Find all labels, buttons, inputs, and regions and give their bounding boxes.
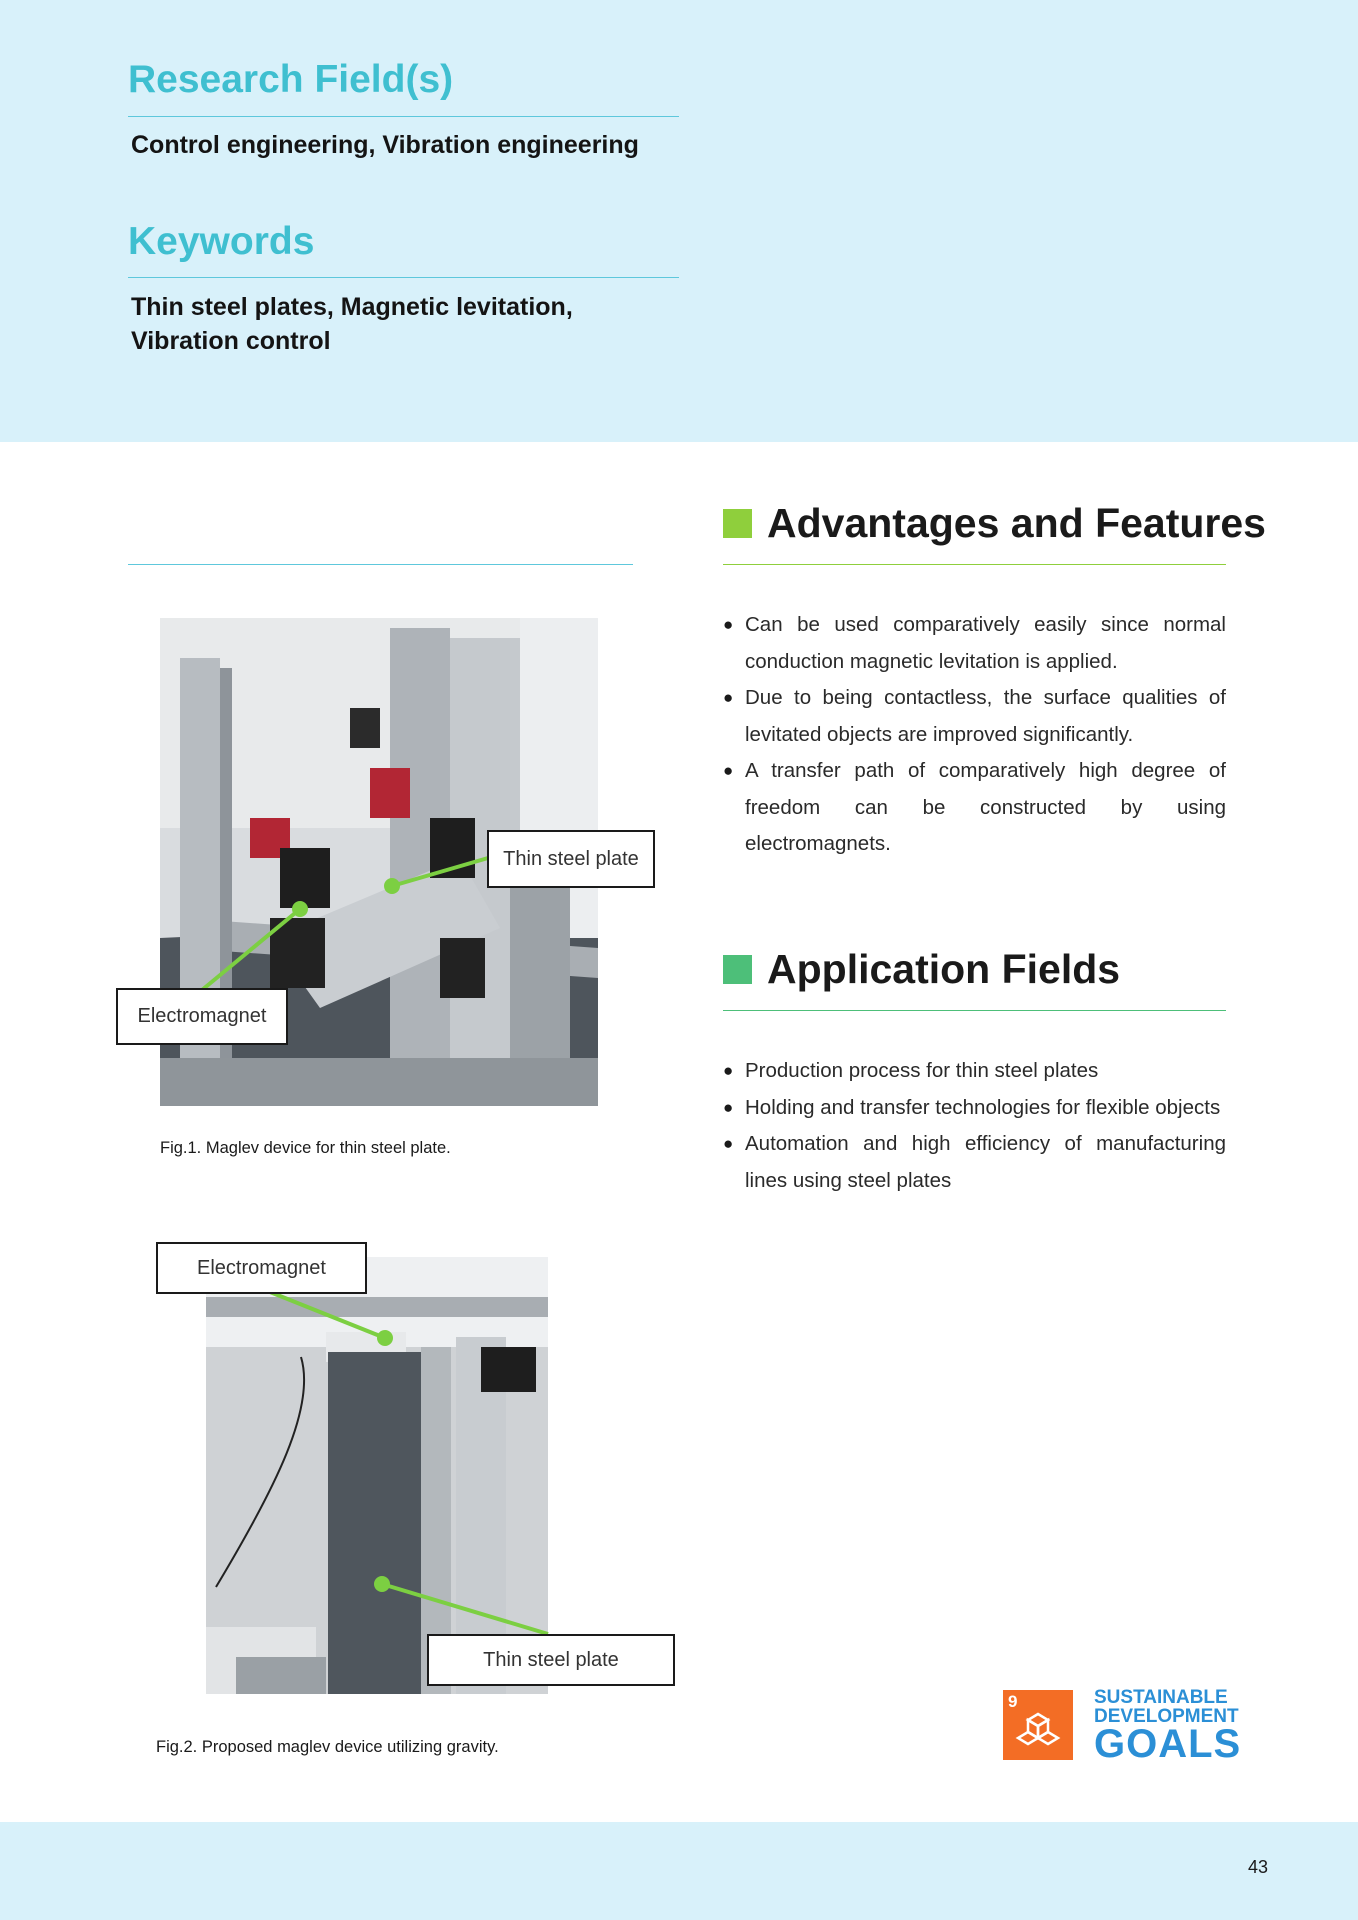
keywords-line-1: Thin steel plates, Magnetic levitation, — [131, 293, 573, 321]
advantages-rule — [723, 564, 1226, 565]
footer-band — [0, 1822, 1358, 1920]
applications-list — [723, 1053, 1226, 1199]
fig2-plate-callout: Thin steel plate — [427, 1634, 675, 1686]
keywords-text — [131, 290, 691, 358]
sdg-goal-9-icon — [1003, 1690, 1073, 1760]
fig1-caption: Fig.1. Maglev device for thin steel plate. — [160, 1139, 451, 1157]
list-item: ● Can be used comparatively easily since normal conduction magnetic levitation is applied. — [723, 607, 1226, 680]
page-number: 43 — [1248, 1857, 1269, 1877]
advantages-list — [723, 607, 1226, 863]
left-column-rule — [128, 564, 633, 565]
keywords-rule — [128, 277, 679, 278]
list-item: ● Production process for thin steel plates — [723, 1053, 1226, 1090]
sdg-line-2: DEVELOPMENT — [1094, 1706, 1239, 1727]
sdg-goal-number: 9 — [1008, 1692, 1018, 1711]
list-item: ● A transfer path of comparatively high degree of freedom can be constructed by using electromagnets. — [723, 753, 1226, 863]
list-item: ● Automation and high efficiency of manufacturing lines using steel plates — [723, 1126, 1226, 1199]
sdg-line-1: SUSTAINABLE — [1094, 1687, 1228, 1708]
fig2-photo — [206, 1257, 548, 1694]
fig1-magnet-callout: Electromagnet — [116, 988, 288, 1045]
sdg-goals-logo: GOALS — [1094, 1722, 1242, 1766]
fig1-plate-callout: Thin steel plate — [487, 830, 655, 888]
research-fields-rule — [128, 116, 679, 117]
green-square-marker — [723, 955, 752, 984]
green-square-marker — [723, 509, 752, 538]
fig2-caption: Fig.2. Proposed maglev device utilizing gravity. — [156, 1738, 499, 1756]
fig2-magnet-callout: Electromagnet — [156, 1242, 367, 1294]
research-fields-text: Control engineering, Vibration engineering — [131, 131, 639, 159]
keywords-title: Keywords — [128, 220, 315, 263]
applications-heading — [723, 946, 1120, 993]
sdg-wordmark — [1094, 1688, 1239, 1726]
advantages-title: Advantages and Features — [767, 500, 1266, 546]
keywords-line-2: Vibration control — [131, 327, 331, 355]
applications-title: Application Fields — [767, 946, 1121, 992]
list-item: ● Due to being contactless, the surface qualities of levitated objects are improved significantly. — [723, 680, 1226, 753]
applications-rule — [723, 1010, 1226, 1011]
research-fields-title: Research Field(s) — [128, 58, 454, 101]
list-item: ● Holding and transfer technologies for flexible objects — [723, 1090, 1226, 1127]
advantages-heading — [723, 500, 1266, 547]
